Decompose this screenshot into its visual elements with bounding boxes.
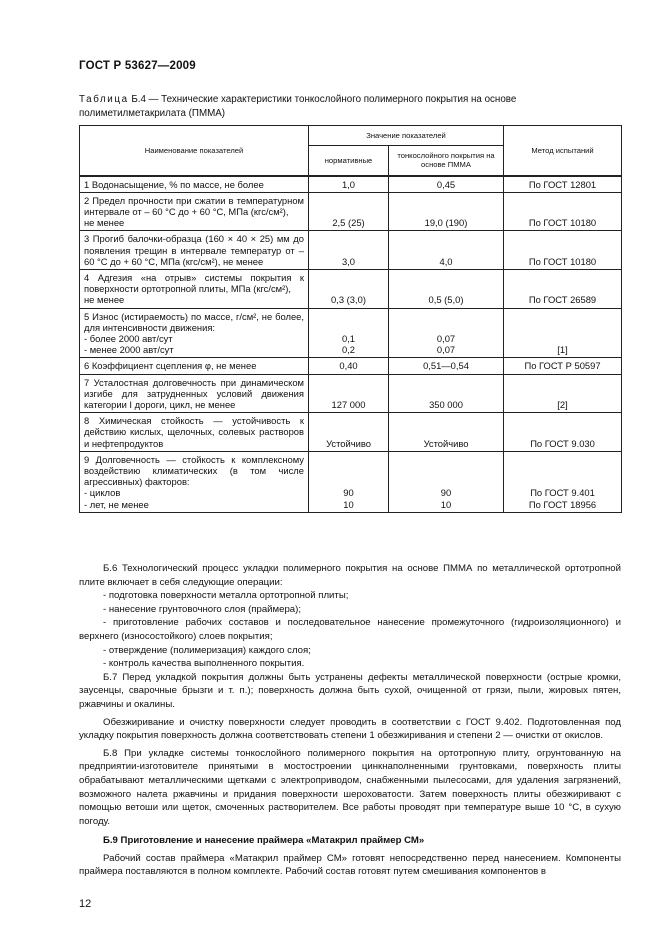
cell-normative-value — [309, 358, 389, 374]
cell-normative-value-line: 10 — [343, 498, 354, 510]
cell-pmma-value-line: 0,51—0,54 — [423, 360, 469, 372]
cell-test-method — [504, 269, 622, 308]
clause-b6-item: - контроль качества выполненного покрытия. — [103, 658, 305, 670]
cell-normative-value-line: 0,40 — [339, 360, 358, 372]
clause-b9-paragraph: Рабочий состав праймера «Матакрил праймер СМ» готовят непосредственно перед нанесением. Компоненты праймера поставляются в полном комплекте. Рабочий состав готовят путем смешивания компонентов в — [79, 852, 621, 878]
table-row — [80, 308, 622, 358]
header-indicator-name: Наименование показателей — [80, 126, 309, 176]
cell-indicator-name — [80, 374, 309, 413]
table-caption-label: Таблица — [79, 94, 129, 105]
table-row — [80, 269, 622, 308]
table-row — [80, 413, 622, 452]
cell-indicator-name-line: 2 Предел прочности при сжатии в температурном интервале от – 60 °С до + 60 °С, МПа (кгс/см²), — [84, 194, 304, 217]
cell-indicator-name-line: не менее — [84, 217, 125, 229]
cell-indicator-name — [80, 413, 309, 452]
clause-b6-item: - подготовка поверхности металла ортотропной плиты; — [103, 590, 349, 602]
table-caption — [79, 93, 619, 120]
cell-test-method-line: По ГОСТ 26589 — [528, 294, 597, 306]
cell-pmma-value — [389, 269, 504, 308]
header-normative: нормативные — [309, 146, 389, 176]
cell-indicator-name-line: 7 Усталостная долговечность при динамическом изгибе для затрудненных условий движения категории I дороги, цикл, не менее — [84, 376, 304, 410]
cell-pmma-value-line: 10 — [440, 498, 452, 510]
cell-test-method — [504, 413, 622, 452]
clause-b8-paragraph: Б.8 При укладке системы тонкослойного полимерного покрытия на ортотропную плиту, огрунтованную на предприятии-изготовителе принятыми в мостостроении цинкнаполненными грунтовками, поверхность плиты обрабатывают металлическими щетками с электроприводом, снабженными пылесосами, для удаления загрязнений, возможного налета ржавчины и придания поверхности шероховатости. Затем поверхность плиты обезжиривают с помощью ветоши или щеток, смоченных растворителем. Все работы проводят при температуре выше 10 °С, в сухую погоду. — [79, 747, 621, 827]
cell-normative-value-line: 2,5 (25) — [332, 217, 365, 229]
cell-normative-value-line: 0,2 — [341, 344, 356, 356]
cell-pmma-value-line: 90 — [440, 487, 452, 499]
cell-normative-value-line: Устойчиво — [326, 437, 371, 449]
table-row — [80, 374, 622, 413]
table-caption-text: Б.4 — Технические характеристики тонкослойного полимерного покрытия на основе полиметилметакрилата (ПММА) — [79, 94, 517, 119]
cell-indicator-name — [80, 308, 309, 358]
cell-indicator-name — [80, 358, 309, 374]
clause-b9-heading: Б.9 Приготовление и нанесение праймера «Матакрил праймер СМ» — [103, 835, 425, 847]
cell-indicator-name-line: 5 Износ (истираемость) по массе, г/см², не более, для интенсивности движения: — [84, 310, 304, 333]
header-test-method: Метод испытаний — [504, 126, 622, 176]
cell-test-method-line: По ГОСТ 12801 — [528, 178, 597, 190]
table-row — [80, 176, 622, 193]
cell-normative-value — [309, 308, 389, 358]
clause-b6-item: - приготовление рабочих составов и последовательное нанесение промежуточного (гидроизоляционного) и верхнего (износостойкого) слоев покрытия; — [79, 617, 621, 642]
cell-normative-value-line: 0,1 — [341, 332, 356, 344]
cell-normative-value-line: 0,3 (3,0) — [331, 294, 366, 306]
cell-normative-value — [309, 413, 389, 452]
cell-pmma-value — [389, 374, 504, 413]
page-number: 12 — [79, 898, 92, 910]
document-standard-header: ГОСТ Р 53627—2009 — [79, 60, 196, 72]
cell-indicator-name-line: 1 Водонасыщение, % по массе, не более — [84, 178, 264, 190]
cell-pmma-value-line: 0,07 — [436, 332, 456, 344]
cell-indicator-name-line: 6 Коэффициент сцепления φ, не менее — [84, 360, 257, 372]
cell-pmma-value-line: 0,07 — [436, 344, 456, 356]
cell-pmma-value — [389, 231, 504, 270]
cell-test-method-line: По ГОСТ 9.401 — [530, 487, 595, 499]
cell-test-method-line: [1] — [557, 344, 568, 356]
cell-pmma-value-line: 0,5 (5,0) — [428, 294, 464, 306]
cell-indicator-name-line: 3 Прогиб балочки-образца (160 × 40 × 25) мм до появления трещин в интервале температур от – 60 °С до + 60 °С, МПа (кгс/см²), не менее — [84, 233, 304, 267]
clause-b6-item: - отверждение (полимеризация) каждого слоя; — [103, 644, 311, 656]
table-row — [80, 192, 622, 231]
cell-pmma-value — [389, 413, 504, 452]
cell-normative-value — [309, 176, 389, 193]
cell-normative-value — [309, 269, 389, 308]
cell-test-method — [504, 451, 622, 512]
cell-test-method — [504, 176, 622, 193]
cell-normative-value — [309, 374, 389, 413]
cell-indicator-name-line: - лет, не менее — [84, 498, 149, 510]
cell-pmma-value-line: 4,0 — [439, 255, 453, 267]
cell-pmma-value — [389, 308, 504, 358]
cell-normative-value-line: 3,0 — [341, 255, 356, 267]
clause-b7-paragraph: Б.7 Перед укладкой покрытия должны быть устранены дефекты металлической поверхности (острые кромки, заусенцы, сварочные брызги и т. п.); поверхность должна быть сухой, очищенной от грязи, пыли, жировых пятен, ржавчины и окалины. — [79, 671, 621, 710]
cell-test-method — [504, 358, 622, 374]
cell-indicator-name-line: 4 Адгезия «на отрыв» системы покрытия к поверхности ортотропной плиты, МПа (кгс/см²), — [84, 271, 304, 295]
cell-indicator-name — [80, 451, 309, 512]
cell-normative-value — [309, 451, 389, 512]
cell-test-method — [504, 374, 622, 413]
cell-pmma-value-line: Устойчиво — [423, 437, 469, 449]
cell-test-method-line: По ГОСТ Р 50597 — [524, 360, 601, 372]
cell-pmma-value-line: 0,45 — [436, 178, 456, 190]
table-row — [80, 451, 622, 512]
clause-b6-item: - нанесение грунтовочного слоя (праймера); — [103, 603, 301, 615]
cell-test-method-line: По ГОСТ 9.030 — [530, 437, 595, 449]
cell-indicator-name-line: 9 Долговечность — стойкость к комплексному воздействию климатических (в том числе агрессивных) факторов: — [84, 453, 304, 488]
cell-test-method-line: По ГОСТ 10180 — [528, 217, 597, 229]
cell-test-method — [504, 231, 622, 270]
cell-pmma-value — [389, 451, 504, 512]
cell-indicator-name — [80, 192, 309, 231]
header-values-group: Значение показателей — [309, 126, 504, 146]
cell-normative-value-line: 127 000 — [331, 398, 366, 410]
cell-pmma-value-line: 19,0 (190) — [424, 217, 468, 229]
table-row — [80, 358, 622, 374]
header-pmma-coating: тонкослойного покрытия на основе ПММА — [389, 146, 504, 176]
cell-indicator-name-line: - менее 2000 авт/сут — [84, 344, 174, 356]
table-row — [80, 231, 622, 270]
cell-indicator-name — [80, 176, 309, 193]
document-body — [79, 562, 621, 879]
cell-indicator-name-line: - более 2000 авт/сут — [84, 332, 173, 344]
cell-indicator-name — [80, 269, 309, 308]
cell-indicator-name-line: не менее — [84, 294, 125, 306]
clause-b6-intro: Б.6 Технологический процесс укладки полимерного покрытия на основе ПММА по металлической ортотропной плите включает в себя следующие операции: — [79, 563, 621, 588]
cell-pmma-value — [389, 358, 504, 374]
cell-test-method-line: [2] — [557, 398, 568, 410]
cell-indicator-name-line: 8 Химическая стойкость — устойчивость к действию кислых, щелочных, солевых растворов и нефтепродуктов — [84, 415, 304, 449]
cell-normative-value — [309, 231, 389, 270]
cell-normative-value-line: 90 — [343, 487, 354, 499]
cell-test-method-line: По ГОСТ 18956 — [528, 498, 597, 510]
cell-indicator-name — [80, 231, 309, 270]
cell-pmma-value-line: 350 000 — [429, 398, 463, 410]
cell-normative-value-line: 1,0 — [341, 178, 356, 190]
cell-normative-value — [309, 192, 389, 231]
cell-test-method-line: По ГОСТ 10180 — [528, 255, 597, 267]
cell-indicator-name-line: - циклов — [84, 487, 121, 499]
cell-pmma-value — [389, 176, 504, 193]
specifications-table — [79, 125, 622, 513]
clause-b7-paragraph: Обезжиривание и очистку поверхности следует проводить в соответствии с ГОСТ 9.402. Подготовленная под укладку покрытия поверхность должна соответствовать степени 1 обезжиривания и степени 2 — очистки от окислов. — [79, 716, 621, 742]
cell-test-method — [504, 192, 622, 231]
cell-test-method — [504, 308, 622, 358]
specifications-table-body — [80, 176, 622, 513]
cell-pmma-value — [389, 192, 504, 231]
